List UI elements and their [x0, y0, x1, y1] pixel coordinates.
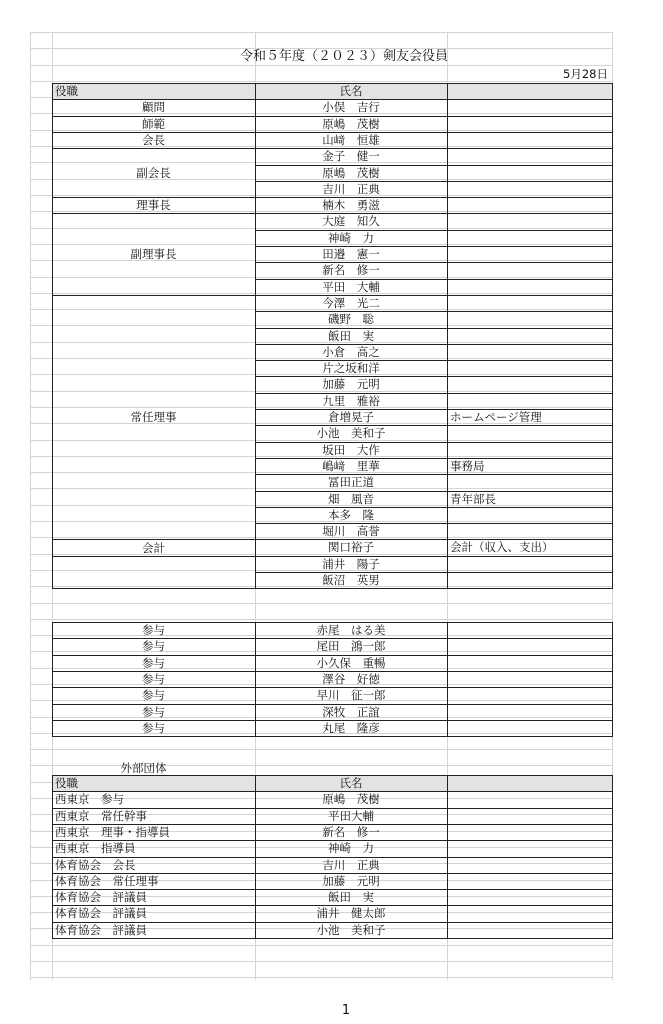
grid-line-h: [30, 211, 612, 212]
table-border: [255, 572, 612, 573]
grid-line-h: [30, 765, 612, 766]
officer-name: 堀川 高誉: [322, 524, 380, 539]
officer-name: 飯田 実: [328, 328, 374, 343]
officer-name: 嶋﨑 里華: [322, 458, 380, 473]
table-border: [255, 246, 612, 247]
grid-line-h: [30, 81, 612, 82]
table-border: [255, 213, 612, 214]
table-border: [52, 791, 612, 792]
table-border: [52, 539, 255, 540]
external-header-name: 氏名: [339, 776, 363, 790]
table-border: [52, 775, 612, 776]
officer-note: 会計（収入、支出）: [450, 540, 554, 555]
grid-line-h: [30, 961, 612, 962]
grid-line-h: [30, 537, 612, 538]
officer-note: 青年部長: [450, 491, 496, 506]
table-border: [255, 360, 612, 361]
table-border: [52, 295, 255, 296]
table-border: [52, 588, 612, 589]
table-border: [447, 775, 448, 938]
table-border: [52, 213, 255, 214]
table-border: [52, 197, 255, 198]
grid-line-h: [30, 374, 612, 375]
external-role: 体育協会 常任理事: [55, 873, 159, 888]
officer-name: 冨田正道: [328, 475, 374, 490]
grid-line-h: [30, 570, 612, 571]
table-border: [52, 655, 612, 656]
advisor-name: 丸尾 隆彦: [322, 720, 380, 735]
grid-line-h: [30, 325, 612, 326]
grid-line-h: [30, 749, 612, 750]
external-role: 西東京 参与: [55, 792, 124, 807]
advisor-name: 澤谷 好徳: [322, 671, 380, 686]
external-header-role: 役職: [55, 776, 78, 790]
table-border: [52, 99, 612, 100]
officer-name: 山﨑 恒雄: [322, 132, 380, 147]
external-header-background: [52, 775, 612, 791]
grid-line-h: [30, 488, 612, 489]
table-border: [255, 507, 612, 508]
table-border: [52, 687, 612, 688]
officer-name: 坂田 大作: [322, 442, 380, 457]
table-border: [52, 873, 612, 874]
officer-name: 加藤 元明: [322, 377, 380, 392]
grid-line-h: [30, 65, 612, 66]
officer-name: 原嶋 茂樹: [322, 116, 380, 131]
grid-line-h: [30, 472, 612, 473]
external-role: 西東京 常任幹事: [55, 808, 147, 823]
officer-note: ホームページ管理: [450, 410, 542, 424]
officer-name: 小池 美和子: [316, 426, 386, 441]
officer-name: 今澤 光二: [322, 295, 380, 310]
officer-note: 事務局: [450, 458, 485, 473]
table-border: [255, 279, 612, 280]
table-border: [255, 442, 612, 443]
officer-role: 会計: [142, 540, 165, 555]
advisor-name: 早川 征一郎: [316, 688, 386, 703]
table-border: [255, 556, 612, 557]
grid-line-h: [30, 146, 612, 147]
officer-name: 神崎 力: [328, 230, 374, 245]
document-date: 5月28日: [563, 67, 608, 81]
table-border: [255, 775, 256, 938]
table-border: [52, 889, 612, 890]
grid-line-h: [30, 586, 612, 587]
table-border: [255, 425, 612, 426]
external-name: 飯田 実: [328, 890, 374, 905]
external-role: 体育協会 評議員: [55, 922, 147, 937]
officer-name: 楠木 勇滋: [322, 198, 380, 213]
officer-role: 顧問: [142, 100, 165, 115]
grid-line-h: [30, 32, 612, 33]
external-role: 西東京 指導員: [55, 841, 136, 856]
table-border: [52, 857, 612, 858]
table-border: [255, 116, 612, 117]
grid-line-h: [30, 521, 612, 522]
table-border: [52, 840, 612, 841]
table-border: [255, 295, 612, 296]
table-border: [52, 922, 612, 923]
officer-role: 理事長: [136, 198, 171, 213]
officer-name: 本多 隆: [328, 507, 374, 522]
grid-line-h: [30, 407, 612, 408]
officer-name: 吉川 正典: [322, 181, 380, 196]
table-border: [52, 905, 612, 906]
table-border: [447, 83, 448, 588]
table-border: [255, 328, 612, 329]
advisor-role: 参与: [142, 704, 165, 719]
advisor-role: 参与: [142, 655, 165, 670]
advisor-role: 参与: [142, 720, 165, 735]
table-border: [255, 262, 612, 263]
advisor-name: 尾田 鴻一郎: [316, 639, 386, 654]
table-border: [612, 622, 613, 737]
grid-line-h: [30, 113, 612, 114]
grid-line-h: [30, 603, 612, 604]
officer-name: 片之坂和洋: [322, 361, 380, 376]
external-name: 原嶋 茂樹: [322, 792, 380, 807]
officer-role: 副会長: [136, 165, 171, 180]
table-border: [255, 197, 612, 198]
advisor-role: 参与: [142, 688, 165, 703]
external-name: 平田大輔: [328, 808, 374, 823]
table-border: [612, 83, 613, 589]
table-border: [52, 116, 255, 117]
officer-role: 常任理事: [130, 410, 177, 425]
officer-name: 平田 大輔: [322, 279, 380, 294]
table-border: [52, 622, 612, 623]
officer-name: 小俣 吉行: [322, 100, 380, 115]
grid-line-h: [30, 619, 612, 620]
officer-name: 浦井 陽子: [322, 556, 380, 571]
table-border: [52, 671, 612, 672]
grid-line-h: [30, 684, 612, 685]
officer-name: 飯沼 英男: [322, 573, 380, 587]
officer-name: 磯野 聡: [328, 312, 374, 327]
grid-line-h: [30, 260, 612, 261]
table-border: [255, 458, 612, 459]
table-border: [255, 491, 612, 492]
grid-line-h: [30, 358, 612, 359]
table-border: [255, 344, 612, 345]
grid-line-h: [30, 293, 612, 294]
table-border: [255, 393, 612, 394]
table-border: [255, 181, 612, 182]
officer-name: 小倉 高之: [322, 344, 380, 359]
external-name: 加藤 元明: [322, 873, 380, 888]
table-border: [255, 539, 612, 540]
table-border: [255, 622, 256, 736]
external-role: 体育協会 評議員: [55, 890, 147, 905]
table-border: [52, 556, 255, 557]
table-border: [52, 622, 53, 736]
grid-line-h: [30, 733, 612, 734]
grid-line-h: [30, 130, 612, 131]
officer-name: 新名 修一: [322, 263, 380, 278]
external-name: 神崎 力: [328, 841, 374, 856]
table-border: [255, 523, 612, 524]
table-border: [255, 409, 612, 410]
table-border: [52, 720, 612, 721]
table-border: [255, 230, 612, 231]
grid-line-h: [30, 162, 612, 163]
table-border: [52, 638, 612, 639]
external-role: 体育協会 会長: [55, 857, 136, 872]
table-border: [52, 736, 612, 737]
officer-role: 師範: [142, 116, 165, 131]
table-border: [52, 148, 255, 149]
officers-header-role: 役職: [55, 84, 78, 98]
grid-line-h: [30, 977, 612, 978]
table-border: [255, 474, 612, 475]
table-border: [52, 132, 255, 133]
officer-role: 副理事長: [130, 247, 177, 262]
officer-name: 田邉 憲一: [322, 247, 380, 261]
document-title: 令和５年度（２０２３）剣友会役員: [239, 49, 449, 64]
external-role: 体育協会 評議員: [55, 906, 147, 921]
table-border: [52, 824, 612, 825]
page-number: 1: [341, 1003, 351, 1018]
grid-line-v: [30, 32, 31, 980]
table-border: [52, 775, 53, 938]
external-role: 西東京 理事・指導員: [55, 824, 170, 839]
table-border: [255, 132, 612, 133]
advisor-name: 赤尾 はる美: [316, 623, 386, 637]
advisor-name: 深牧 正誼: [322, 704, 380, 719]
external-name: 浦井 健太郎: [316, 906, 386, 921]
grid-line-h: [30, 244, 612, 245]
table-border: [52, 938, 612, 939]
advisor-name: 小久保 重暢: [316, 655, 386, 670]
officers-header-name: 氏名: [339, 84, 363, 98]
advisor-role: 参与: [142, 623, 165, 637]
officer-name: 原嶋 茂樹: [322, 165, 380, 180]
table-border: [255, 165, 612, 166]
grid-line-h: [30, 456, 612, 457]
table-border: [52, 808, 612, 809]
officer-name: 金子 健一: [322, 149, 380, 164]
grid-line-h: [30, 195, 612, 196]
advisor-role: 参与: [142, 639, 165, 654]
grid-line-h: [30, 309, 612, 310]
table-border: [612, 775, 613, 939]
officer-name: 九里 雅裕: [322, 393, 380, 408]
officer-name: 倉増晃子: [328, 410, 374, 424]
external-name: 吉川 正典: [322, 857, 380, 872]
officer-name: 関口裕子: [328, 540, 374, 555]
external-name: 新名 修一: [322, 824, 380, 839]
table-border: [447, 622, 448, 736]
table-border: [255, 83, 256, 588]
advisor-role: 参与: [142, 671, 165, 686]
table-border: [255, 376, 612, 377]
officer-role: 会長: [142, 133, 165, 148]
external-name: 小池 美和子: [316, 922, 386, 937]
table-border: [255, 311, 612, 312]
table-border: [52, 704, 612, 705]
external-caption: 外部団体: [120, 761, 167, 775]
table-border: [255, 148, 612, 149]
officers-header-background: [52, 83, 612, 99]
table-border: [52, 83, 612, 84]
table-border: [52, 83, 53, 588]
officer-name: 大庭 知久: [322, 214, 380, 229]
grid-line-h: [30, 945, 612, 946]
officer-name: 畑 風音: [328, 491, 374, 506]
grid-line-h: [30, 717, 612, 718]
